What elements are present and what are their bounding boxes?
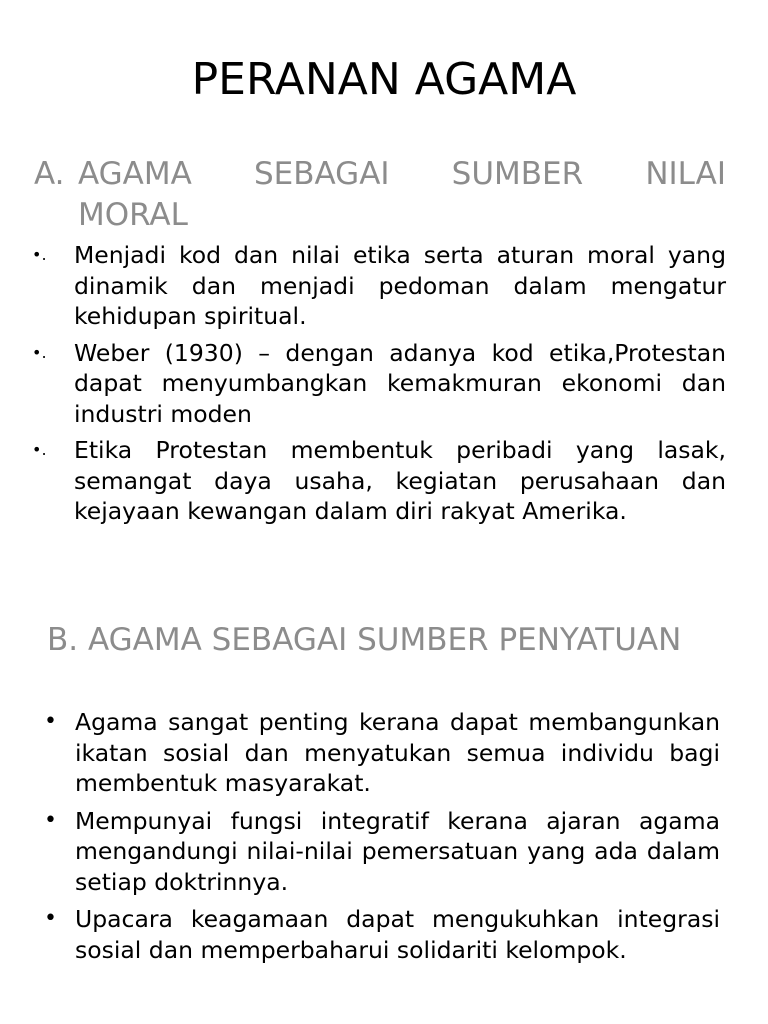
bullet-icon: •. (32, 342, 47, 362)
section-a-heading (34, 154, 726, 236)
page-title: PERANAN AGAMA (191, 54, 577, 105)
list-item (32, 435, 726, 527)
list-item-text: Agama sangat penting kerana dapat membangunkan ikatan sosial dan menyatukan semua individu bagi membentuk masyarakat. (75, 708, 720, 797)
list-item-text: Weber (1930) – dengan adanya kod etika,Protestan dapat menyumbangkan kemakmuran ekonomi dan industri moden (74, 338, 726, 428)
list-item (32, 240, 726, 332)
list-item (44, 904, 720, 965)
section-a-heading-line1: AGAMA SEBAGAI SUMBER NILAI (78, 156, 726, 192)
bullet-icon: •. (32, 245, 47, 264)
bullet-icon: • (44, 807, 57, 833)
section-a-heading-line2: MORAL (78, 197, 188, 233)
bullet-icon: •. (32, 440, 47, 459)
list-item-text: Etika Protestan membentuk peribadi yang lasak, semangat daya usaha, kegiatan perusahaan dan kejayaan kewangan dalam diri rakyat Amerika. (74, 436, 726, 525)
section-a-list (32, 240, 726, 533)
bullet-icon: • (44, 906, 57, 931)
section-b-heading: B. AGAMA SEBAGAI SUMBER PENYATUAN (47, 622, 682, 658)
section-a-marker: A. (34, 156, 65, 192)
list-item (44, 806, 720, 898)
bullet-icon: • (44, 709, 57, 734)
list-item-text: Upacara keagamaan dapat mengukuhkan integrasi sosial dan memperbaharui solidariti kelompok. (75, 905, 720, 964)
list-item-text: Menjadi kod dan nilai etika serta aturan moral yang dinamik dan menjadi pedoman dalam mengatur kehidupan spiritual. (74, 241, 726, 330)
list-item-text: Mempunyai fungsi integratif kerana ajaran agama mengandungi nilai-nilai pemersatuan yang ada dalam setiap doktrinnya. (75, 806, 720, 896)
list-item (32, 338, 726, 430)
list-item (44, 707, 720, 799)
section-b-list (44, 707, 720, 972)
